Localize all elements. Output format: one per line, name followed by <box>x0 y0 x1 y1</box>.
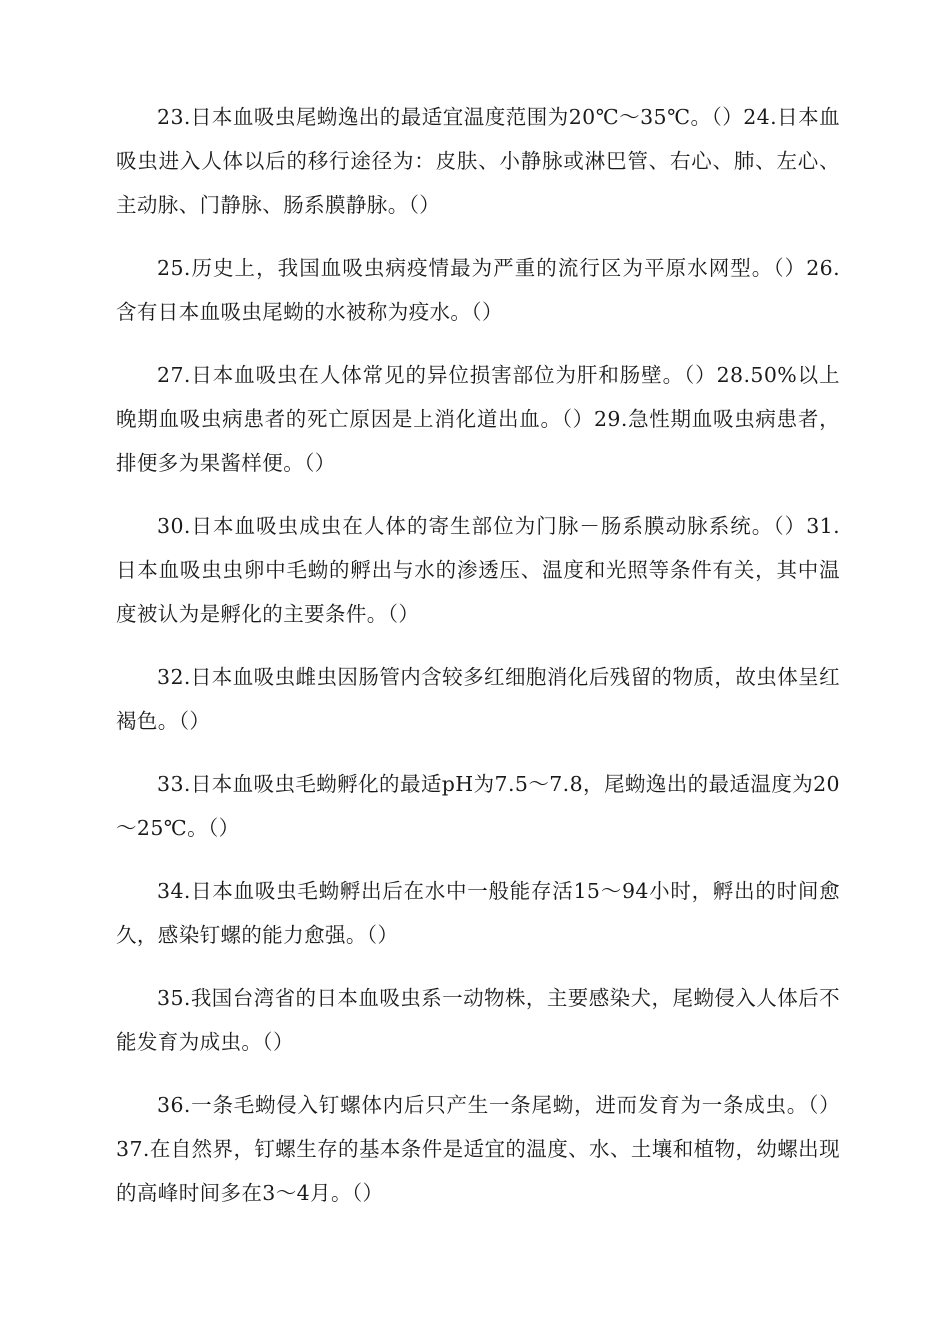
question-paragraph-30-31: 30.日本血吸虫成虫在人体的寄生部位为门脉－肠系膜动脉系统。（）31.日本血吸虫虫卵中毛蚴的孵出与水的渗透压、温度和光照等条件有关，其中温度被认为是孵化的主要条件。（） <box>116 514 840 626</box>
question-paragraph-25-26: 25.历史上，我国血吸虫病疫情最为严重的流行区为平原水网型。（）26.含有日本血吸虫尾蚴的水被称为疫水。（） <box>116 256 840 324</box>
question-paragraph-36-37: 36.一条毛蚴侵入钉螺体内后只产生一条尾蚴，进而发育为一条成虫。（）37.在自然界，钉螺生存的基本条件是适宜的温度、水、土壤和植物，幼螺出现的高峰时间多在3～4月。（） <box>116 1093 840 1205</box>
document-body <box>116 95 840 1234</box>
question-paragraph-33: 33.日本血吸虫毛蚴孵化的最适pH为7.5～7.8，尾蚴逸出的最适温度为20～25℃。（） <box>116 772 840 840</box>
question-paragraph-35: 35.我国台湾省的日本血吸虫系一动物株，主要感染犬，尾蚴侵入人体后不能发育为成虫。（） <box>116 986 840 1054</box>
question-paragraph-23-24: 23.日本血吸虫尾蚴逸出的最适宜温度范围为20℃～35℃。（）24.日本血吸虫进入人体以后的移行途径为：皮肤、小静脉或淋巴管、右心、肺、左心、主动脉、门静脉、肠系膜静脉。（） <box>116 105 840 217</box>
question-paragraph-27-29: 27.日本血吸虫在人体常见的异位损害部位为肝和肠壁。（）28.50%以上晚期血吸虫病患者的死亡原因是上消化道出血。（）29.急性期血吸虫病患者，排便多为果酱样便。（） <box>116 363 840 475</box>
question-paragraph-34: 34.日本血吸虫毛蚴孵出后在水中一般能存活15～94小时，孵出的时间愈久，感染钉螺的能力愈强。（） <box>116 879 840 947</box>
question-paragraph-32: 32.日本血吸虫雌虫因肠管内含较多红细胞消化后残留的物质，故虫体呈红褐色。（） <box>116 665 840 733</box>
